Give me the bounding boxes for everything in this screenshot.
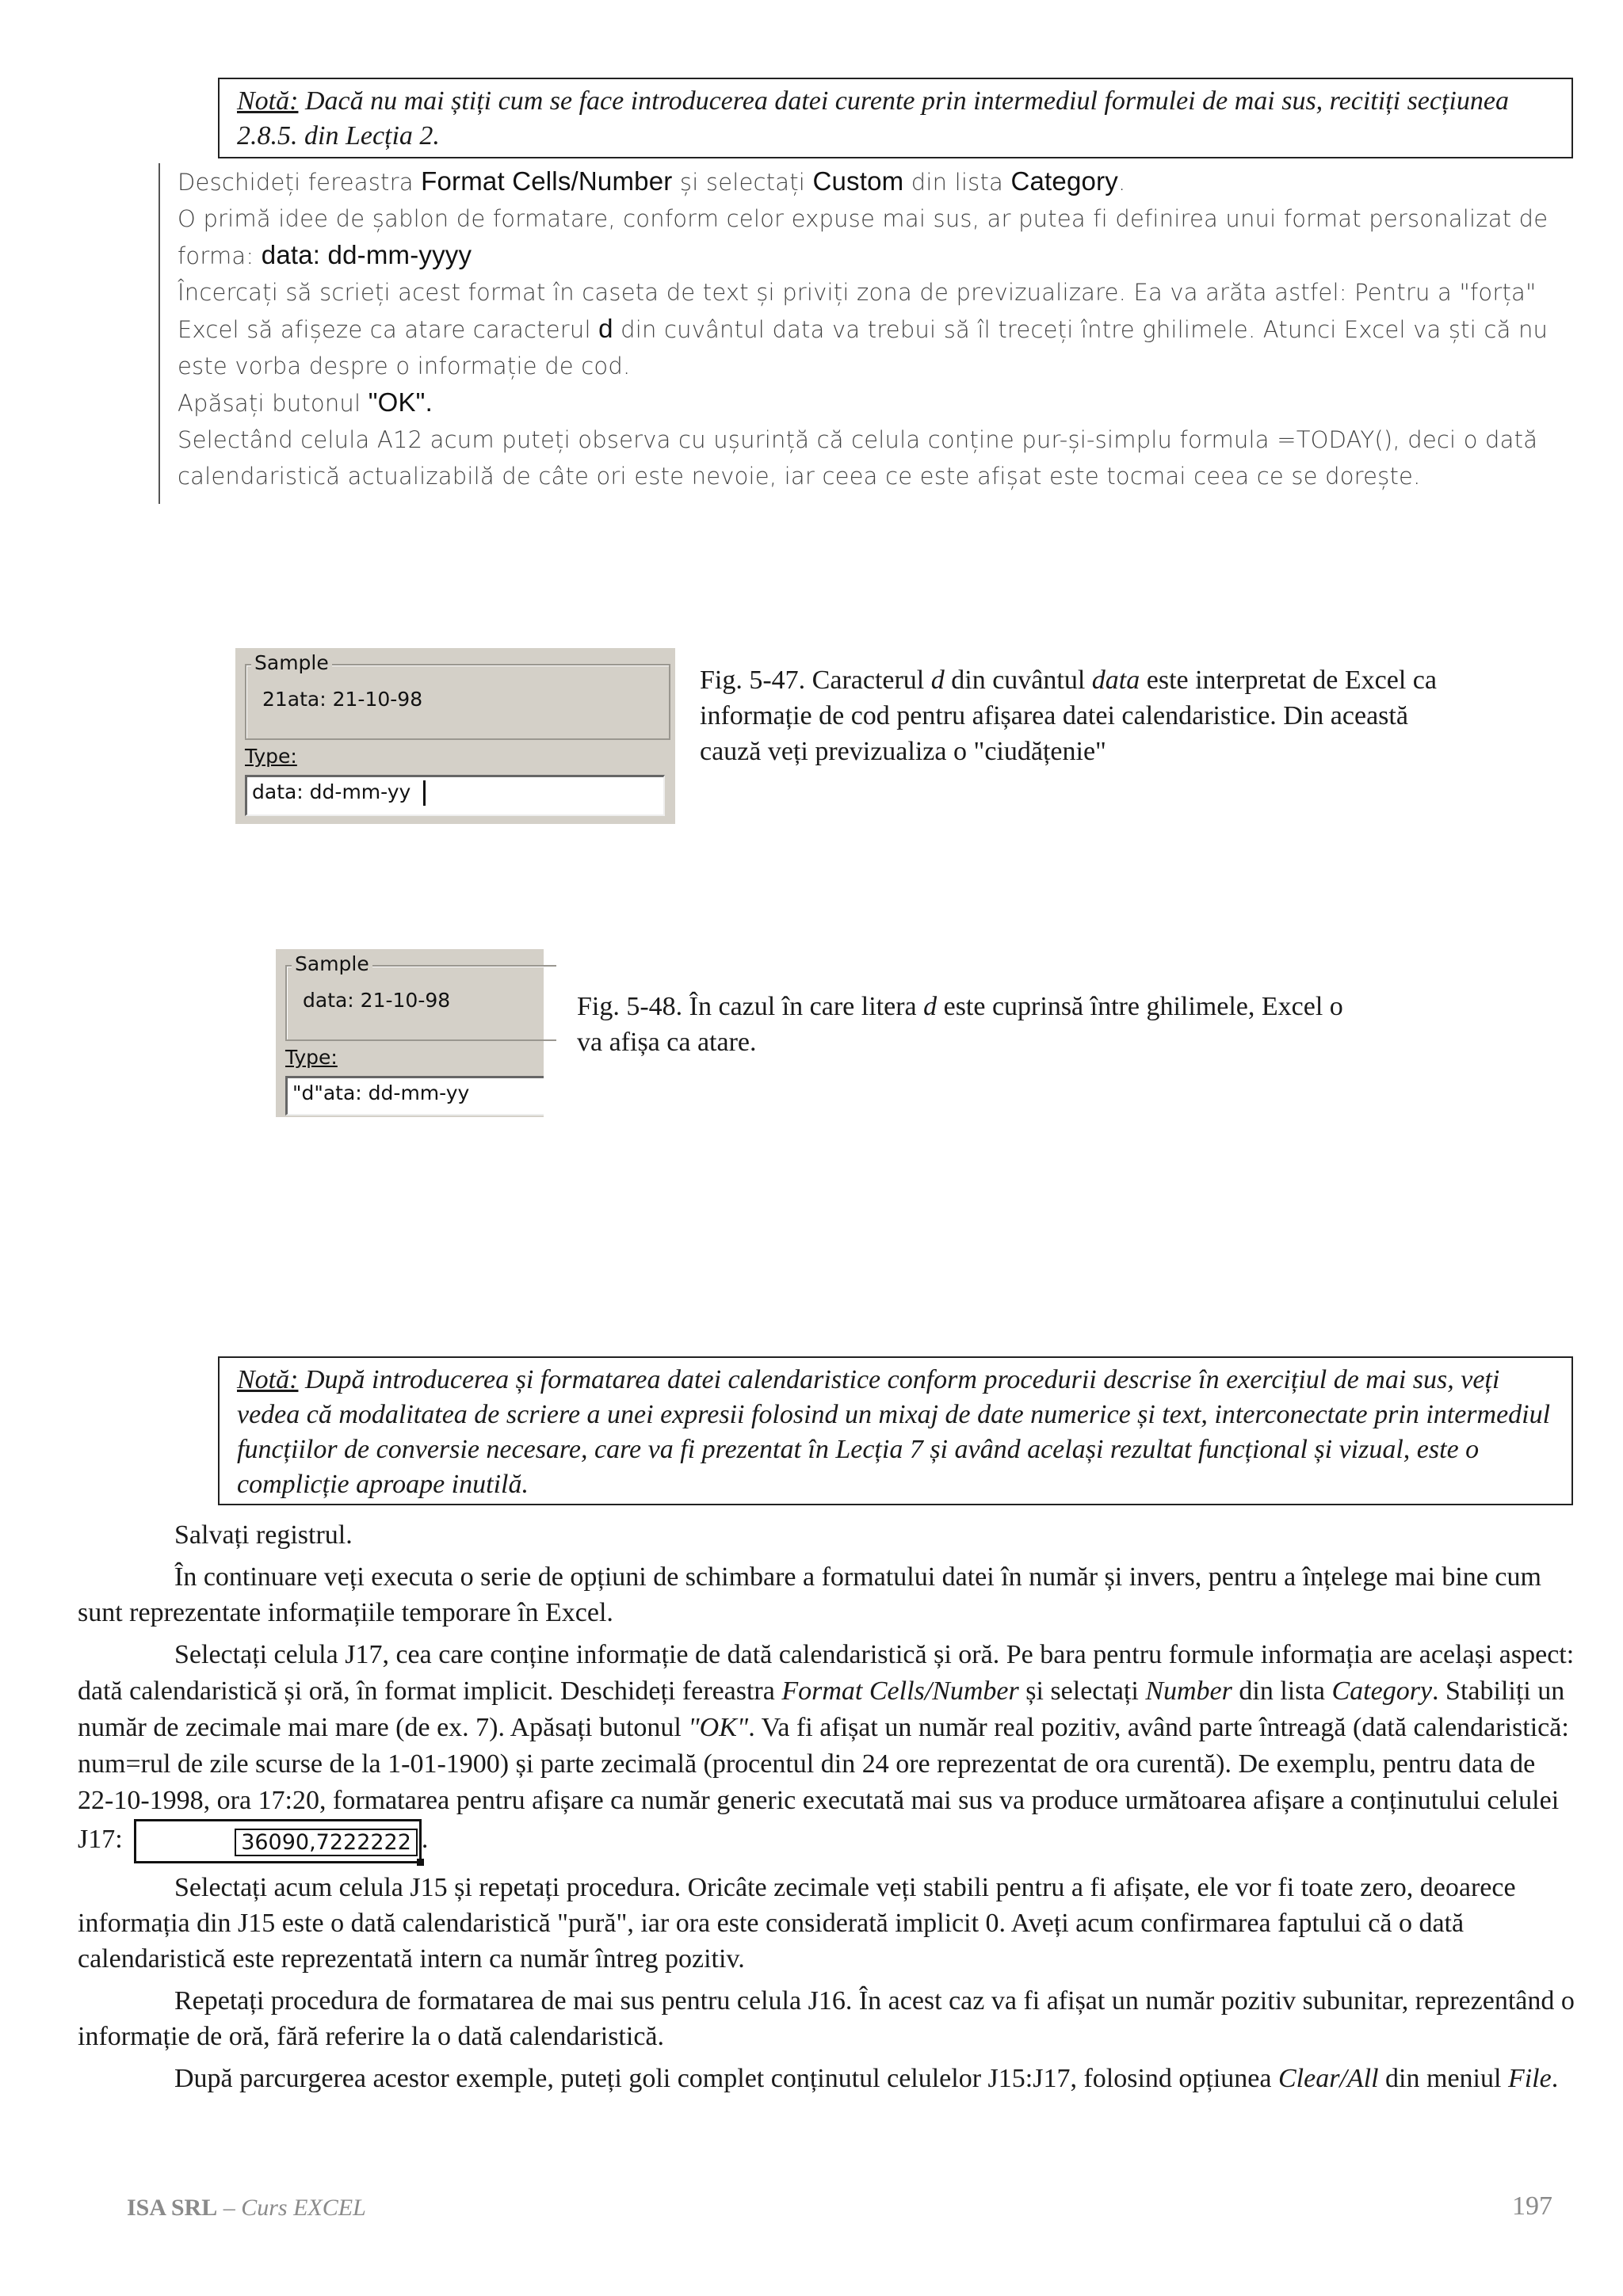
sample-label: Sample (292, 952, 372, 975)
paragraph-j17: Selectați celula J17, cea care conține informație de dată calendaristică și oră. Pe bara pentru formule informația are același aspect: dată calendaristică și oră, în format implicit. Deschideți fereastra Format Cells/Number și selectați Number din lista Category. Stabiliți un număr de zecimale mai mare (de ex. 7). Apăsați butonul "OK". Va fi afișat un număr real pozitiv, având parte întreagă (dată calendaristică: num=rul de zile scurse de la 1-01-1900) și parte zecimală (procentul din 24 ore reprezentat de ora curentă). De exemplu, pentru data de 22-10-1998, ora 17:20, formatarea pentru afișare ca număr generic executată mai sus va produce următoarea afișare a conținutului celulei J17: 36090,7222222 . (78, 1637, 1575, 1863)
footer-brand: ISA SRL (127, 2195, 218, 2221)
type-label: Type: (245, 745, 297, 768)
step-try-format: Încercați să scrieți acest format în caseta de text și priviți zona de previzualizare. Ea va arăta astfel: Pentru a "forța" Excel să afișeze ca atare caracterul d din cuvântul data va trebui să îl treceți între ghilimele. Atunci Excel va ști că nu este vorba despre o informație de cod. (178, 279, 1549, 379)
step-select-a12: Selectând celula A12 acum puteți observa cu ușurință că celula conține pur-și-simplu formula =TODAY(), deci o dată calendaristică actualizabilă de câte ori este nevoie, iar ceea ce este afișat este tocmai ceea ce se dorește. (178, 426, 1538, 490)
sample-label: Sample (251, 651, 332, 674)
type-input[interactable]: "d"ata: dd-mm-yy (285, 1076, 544, 1116)
step-open-format: Deschideți fereastra Format Cells/Number și selectați Custom din lista Category. (178, 166, 1126, 196)
type-label: Type: (285, 1046, 338, 1069)
figure-5-48-caption: Fig. 5-48. În cazul în care litera d este cuprinsă între ghilimele, Excel o va afișa ca atare. (577, 992, 1343, 1057)
note-text: Dacă nu mai știți cum se face introducerea datei curente prin intermediul formulei de mai sus, recitiți secțiunea 2.8.5. din Lecția 2. (237, 86, 1509, 151)
page-number: 197 (1512, 2191, 1552, 2221)
step-press-ok: Apăsați butonul "OK". (178, 387, 433, 417)
sample-value: data: 21-10-98 (303, 989, 451, 1012)
fill-handle-icon (417, 1859, 424, 1866)
char-d: d (598, 314, 613, 343)
note-text: După introducerea și formatarea datei calendaristice conform procedurii descrise în exercițiul de mai sus, veți vedea că modalitatea de scriere a unei expresii folosind un mixaj de date numerice și text, interconectate prin intermediul funcțiilor de conversie necesare, care va fi prezentat în Lecția 7 și având același rezultat funcțional și vizual, este o complicție aproape inutilă. (237, 1365, 1551, 1499)
figure-5-47-caption: Fig. 5-47. Caracterul d din cuvântul data este interpretat de Excel ca informație de cod pentru afișarea datei calendaristice. Din această cauză veți previzualiza o "ciudățenie" (700, 666, 1437, 766)
menu-format-cells: Format Cells/Number (421, 166, 673, 196)
figure-5-47-screenshot (235, 648, 675, 824)
steps-block (158, 163, 1569, 504)
footer-course: Curs EXCEL (241, 2195, 366, 2221)
step-template-idea: O primă idee de șablon de formatare, conform celor expuse mai sus, ar putea fi definirea unui format personalizat de forma: data: dd-mm-yyyy (178, 205, 1549, 269)
note-box-2 (218, 1356, 1573, 1505)
type-input[interactable]: data: dd-mm-yy (245, 775, 665, 816)
sample-value: 21ata: 21-10-98 (262, 688, 423, 711)
body-text (78, 1517, 1575, 2103)
paragraph-clear: După parcurgerea acestor exemple, puteți goli complet conținutul celulelor J15:J17, folosind opțiunea Clear/All din meniul File. (174, 2064, 1559, 2093)
category-custom: Custom (812, 166, 904, 196)
figure-5-48-screenshot (276, 949, 544, 1117)
list-category: Category (1010, 166, 1118, 196)
note-label: Notă: (237, 1365, 299, 1394)
paragraph-j15: Selectați acum celula J15 și repetați procedura. Oricâte zecimale veți stabili pentru a fi afișate, ele vor fi toate zero, deoarece informația din J15 este o dată calendaristică "pură", iar ora este considerată implicit 0. Aveți acum confirmarea faptului că o dată calendaristică este reprezentată intern ca număr întreg pozitiv. (78, 1873, 1516, 1974)
cell-j17-display (134, 1819, 422, 1863)
paragraph-save: Salvați registrul. (174, 1520, 353, 1550)
ok-label: "OK". (368, 387, 433, 417)
footer-title: ISA SRL – Curs EXCEL (127, 2195, 366, 2221)
text-cursor-icon (423, 780, 426, 806)
note-box-1 (218, 78, 1573, 158)
paragraph-intro: În continuare veți executa o serie de opțiuni de schimbare a formatului datei în număr și invers, pentru a înțelege mai bine cum sunt reprezentate informațiile temporare în Excel. (78, 1562, 1541, 1627)
format-code: data: dd-mm-yyyy (261, 240, 472, 269)
cell-value: 36090,7222222 (235, 1829, 418, 1856)
note-label: Notă: (237, 86, 299, 116)
paragraph-j16: Repetați procedura de formatarea de mai sus pentru celula J16. În acest caz va fi afișat un număr pozitiv subunitar, reprezentând o informație de oră, fără referire la o dată calendaristică. (78, 1986, 1575, 2051)
